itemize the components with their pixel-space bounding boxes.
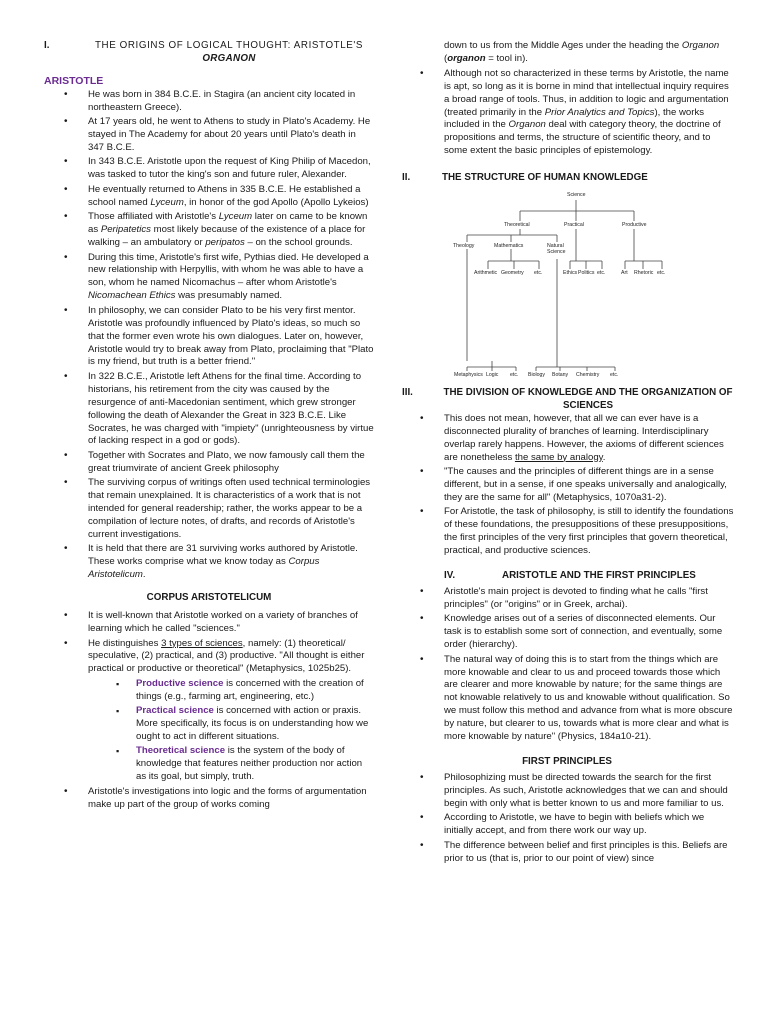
list-item — [44, 610, 374, 636]
text-run: . — [142, 569, 146, 581]
list-item — [400, 466, 734, 505]
text-run: In philosophy, we can consider Plato to be his very first mentor. Aristotle was profoundly influenced by Plato's ideas, so much so that the former even wrote his own dialogues. Later on, however, Aristotle would try to break away from Plato, proclaiming that "Plato is my friend, but truth is a better friend." — [88, 304, 374, 368]
node-productive: Productive — [622, 222, 647, 229]
list-item — [400, 506, 734, 558]
text-run: He was born in 384 B.C.E. in Stagira (an ancient city located in northeastern Greece). — [88, 88, 356, 113]
text-run: down to us from the Middle Ages under the heading the — [444, 40, 682, 51]
text-run: , namely: (1) theoretical/ speculative, (2) practical, and (3) productive. "All thought is either practical or productive or theoretical" (Metaphysics, 1025b25). — [88, 637, 365, 675]
division-bullet-list — [400, 413, 734, 558]
text-run: In 322 B.C.E., Aristotle left Athens for the final time. According to historians, his retirement from the city was caused by the resurgence of anti-Macedonian sentiment, which grew stronger following the death of Alexander the Great in 323 B.C.E. Like Socrates, he was charged with "impiety" (unrighteousness by virtue of lacking respect in a god or gods). — [88, 370, 374, 447]
list-item — [44, 371, 374, 448]
text-run: He distinguishes — [88, 637, 162, 649]
text-run: peripatos — [205, 237, 245, 249]
text-run: In 343 B.C.E. Aristotle upon the request of King Philip of Macedon, was tasked to tutor the king's son and future ruler, Alexander. — [88, 156, 371, 181]
text-run: most likely because of the existence of a place for walking – an ambulatory or — [88, 224, 366, 249]
text-run: Peripatetics — [100, 224, 151, 236]
text-run: Lyceum — [218, 211, 253, 223]
section-1-title-organon: ORGANON — [202, 52, 256, 64]
text-run: During this time, Aristotle's first wife, Pythias died. He developed a new relationship with Herpyllis, with whom he was able to have a son, whom he named Nicomachus – after whom Aristotle's — [88, 251, 369, 289]
section-2-number: II. — [402, 172, 411, 184]
sciences-list — [44, 678, 374, 784]
section-3-heading — [400, 387, 734, 413]
list-item — [44, 211, 374, 250]
list-item — [44, 450, 374, 476]
text-run: Corpus Aristotelicum — [88, 556, 320, 581]
list-item — [44, 252, 374, 304]
text-run: He eventually returned to Athens in 335 B.C.E. He established a school named — [88, 183, 361, 208]
node-rhetoric: Rhetoric — [634, 270, 654, 277]
text-run: The difference between belief and first principles is this. Beliefs are prior to us (that is, prior to our point of view) since — [444, 839, 728, 864]
list-item — [44, 305, 374, 370]
node-chemistry: Chemistry — [576, 372, 600, 379]
list-item — [400, 772, 734, 811]
corpus-bullet-list — [44, 610, 374, 676]
organon-bullet-list — [400, 68, 734, 158]
node-natural-science: Natural Science — [547, 243, 566, 256]
aristotle-bullet-list — [44, 89, 374, 582]
text-run: ( — [444, 52, 448, 64]
text-run: Lyceum — [150, 196, 184, 208]
text-run: was presumably named. — [175, 290, 283, 302]
node-practical: Practical — [564, 222, 584, 229]
section-1-number: I. — [44, 40, 50, 51]
left-column — [44, 40, 374, 813]
text-run: ), the works included in the — [444, 106, 705, 131]
list-item — [400, 413, 734, 465]
first-principles-heading: FIRST PRINCIPLES — [522, 756, 612, 767]
list-item — [400, 840, 734, 866]
list-item — [44, 116, 374, 155]
text-run: Prior Analytics and Topics — [544, 106, 655, 118]
section-4-heading — [400, 570, 734, 583]
node-arithmetic: Arithmetic — [474, 270, 498, 277]
text-run: Nicomachean Ethics — [88, 290, 176, 302]
node-productive-etc: etc. — [657, 270, 666, 277]
node-natural-etc: etc. — [610, 372, 619, 379]
list-item — [400, 613, 734, 652]
node-theology: Theology — [453, 243, 475, 250]
text-run: The natural way of doing this is to start from the things which are more knowable and clear to us and proceed towards those which are clearer and more knowable by nature; for the same things are not knowable relatively to us and knowable without qualification. So we must follow this method and advance from what is more obscure by nature, but clearer to us, towards what is more clear and what is more knowable by nature" (Physics, 184a10-21). — [444, 653, 733, 743]
node-practical-etc: etc. — [597, 270, 606, 277]
list-item — [44, 705, 374, 744]
node-math-etc: etc. — [534, 270, 543, 277]
node-botany: Botany — [552, 372, 569, 379]
text-run: – on the school grounds. — [244, 237, 353, 249]
node-geometry: Geometry — [501, 270, 524, 277]
list-item — [44, 638, 374, 677]
section-2-heading — [400, 172, 734, 185]
text-run: is concerned with action or praxis. More specifically, its focus is on understanding how we ought to act in different situations. — [136, 705, 369, 742]
corpus-bullet-list-2 — [44, 786, 374, 812]
text-run: 3 types of sciences — [161, 637, 243, 649]
text-run: Organon — [508, 119, 546, 131]
node-theory-etc: etc. — [510, 372, 519, 379]
text-run: According to Aristotle, we have to begin with beliefs which we initially accept, and from there work our way up. — [444, 812, 705, 837]
list-item — [44, 745, 374, 784]
node-metaphysics: Metaphysics — [454, 372, 483, 379]
text-run: Although not so characterized in these terms by Aristotle, the name is apt, so long as it is borne in mind that intellectual inquiry requires a broad range of tools. Thus, in addition to logic and argumentation (treated primarily in the — [444, 67, 729, 118]
node-art: Art — [621, 270, 628, 277]
first-principles-intro-list — [400, 586, 734, 744]
text-run: For Aristotle, the task of philosophy, is still to identify the foundations of these foundations, the presuppositions of these presuppositions, the first principles of the very first principles that govern theoretical, practical, and productive sciences. — [444, 506, 734, 557]
text-run: Aristotle's main project is devoted to finding what he calls "first principles" (or "origins" or in Greek, archai). — [444, 585, 708, 610]
section-4-title: ARISTOTLE AND THE FIRST PRINCIPLES — [502, 570, 696, 582]
list-item — [44, 184, 374, 210]
section-1-title-text: THE ORIGINS OF LOGICAL THOUGHT: ARISTOTLE'S — [94, 40, 364, 51]
list-item — [44, 89, 374, 115]
text-run: Those affiliated with Aristotle's — [88, 211, 219, 223]
section-4-number: IV. — [444, 570, 456, 582]
text-run: = tool in). — [485, 52, 528, 64]
text-run: Productive science — [136, 677, 224, 689]
list-item — [44, 156, 374, 182]
text-run: Theoretical science — [136, 745, 226, 757]
text-run: Aristotle's investigations into logic and the forms of argumentation make up part of the group of works coming — [88, 786, 367, 810]
text-run: Organon — [681, 40, 720, 51]
text-run: , in honor of the god Apollo (Apollo Lykeios) — [183, 196, 369, 208]
list-item — [44, 786, 374, 812]
text-run: Knowledge arises out of a series of disconnected elements. Our task is to establish some sort of connection, and eventually, some order (hierarchy). — [444, 613, 723, 651]
section-1-heading — [44, 40, 374, 66]
aristotle-heading: ARISTOTLE — [44, 74, 104, 87]
tree-connector-lines — [452, 189, 684, 381]
right-column — [400, 40, 734, 867]
text-run: "The causes and the principles of different things are in a sense different, but in a sense, if one speaks universally and analogically, they are the same for all" (Metaphysics, 1070a31-2). — [444, 466, 727, 503]
text-run: At 17 years old, he went to Athens to study in Plato's Academy. He stayed in The Academy for about 20 years until Plato's death in 347 B.C.E. — [88, 116, 371, 153]
list-item — [400, 68, 734, 158]
text-run: organon — [447, 52, 486, 64]
text-run: The surviving corpus of writings often used technical terminologies that remain unexplained. It is characteristics of a work that is not intended for general readership; rather, the works appear to be a compilation of lecture notes, of drafts, and records of Aristotle's current investigations. — [88, 477, 371, 540]
list-item — [44, 477, 374, 542]
text-run: is concerned with the creation of things (e.g., farming art, engineering, etc.) — [136, 677, 364, 702]
list-item — [400, 654, 734, 744]
text-run: . — [602, 451, 606, 463]
text-run: later on came to be known as — [88, 211, 368, 236]
first-principles-bullet-list — [400, 772, 734, 866]
text-run: It is held that there are 31 surviving works authored by Aristotle. These works comprise what we know today as — [88, 543, 358, 568]
section-3-title: THE DIVISION OF KNOWLEDGE AND THE ORGANIZATION OF SCIENCES — [443, 387, 733, 411]
organon-continuation — [400, 40, 734, 66]
node-ethics: Ethics — [563, 270, 578, 277]
node-logic: Logic — [486, 372, 499, 379]
text-run: is the system of the body of knowledge that features neither production nor action as its goal, but simply, truth. — [136, 745, 363, 783]
corpus-heading: CORPUS ARISTOTELICUM — [146, 592, 272, 604]
text-run: Practical science — [136, 705, 214, 717]
list-item — [44, 678, 374, 704]
section-2-title: THE STRUCTURE OF HUMAN KNOWLEDGE — [442, 172, 648, 184]
list-item — [400, 812, 734, 838]
node-theoretical: Theoretical — [504, 222, 530, 229]
node-politics: Politics — [578, 270, 595, 277]
text-run: deal with category theory, the doctrine of propositions and terms, the structure of scientific theory, and to some extent the basic principles of epistemology. — [444, 119, 721, 157]
node-science: Science — [567, 192, 586, 199]
list-item — [44, 543, 374, 582]
node-biology: Biology — [528, 372, 546, 379]
list-item — [400, 586, 734, 612]
node-mathematics: Mathematics — [494, 243, 524, 250]
section-3-number: III. — [402, 387, 413, 399]
text-run: Together with Socrates and Plato, we now famously call them the great triumvirate of ancient Greek philosophy — [88, 449, 365, 474]
text-run: This does not mean, however, that all we can ever have is a disconnected plurality of branches of learning. Interdisciplinary overlap rarely happens. However, the axioms of different sciences are nonetheless — [444, 412, 724, 463]
knowledge-tree-diagram — [452, 189, 684, 381]
text-run: Philosophizing must be directed towards the search for the first principles. As such, Aristotle acknowledges that we can and should begin with only what is better known to us and more familiar to us. — [444, 771, 728, 809]
text-run: the same by analogy — [514, 451, 603, 463]
section-1-title — [84, 40, 374, 66]
text-run: It is well-known that Aristotle worked on a variety of branches of learning which he called "sciences." — [88, 610, 358, 634]
